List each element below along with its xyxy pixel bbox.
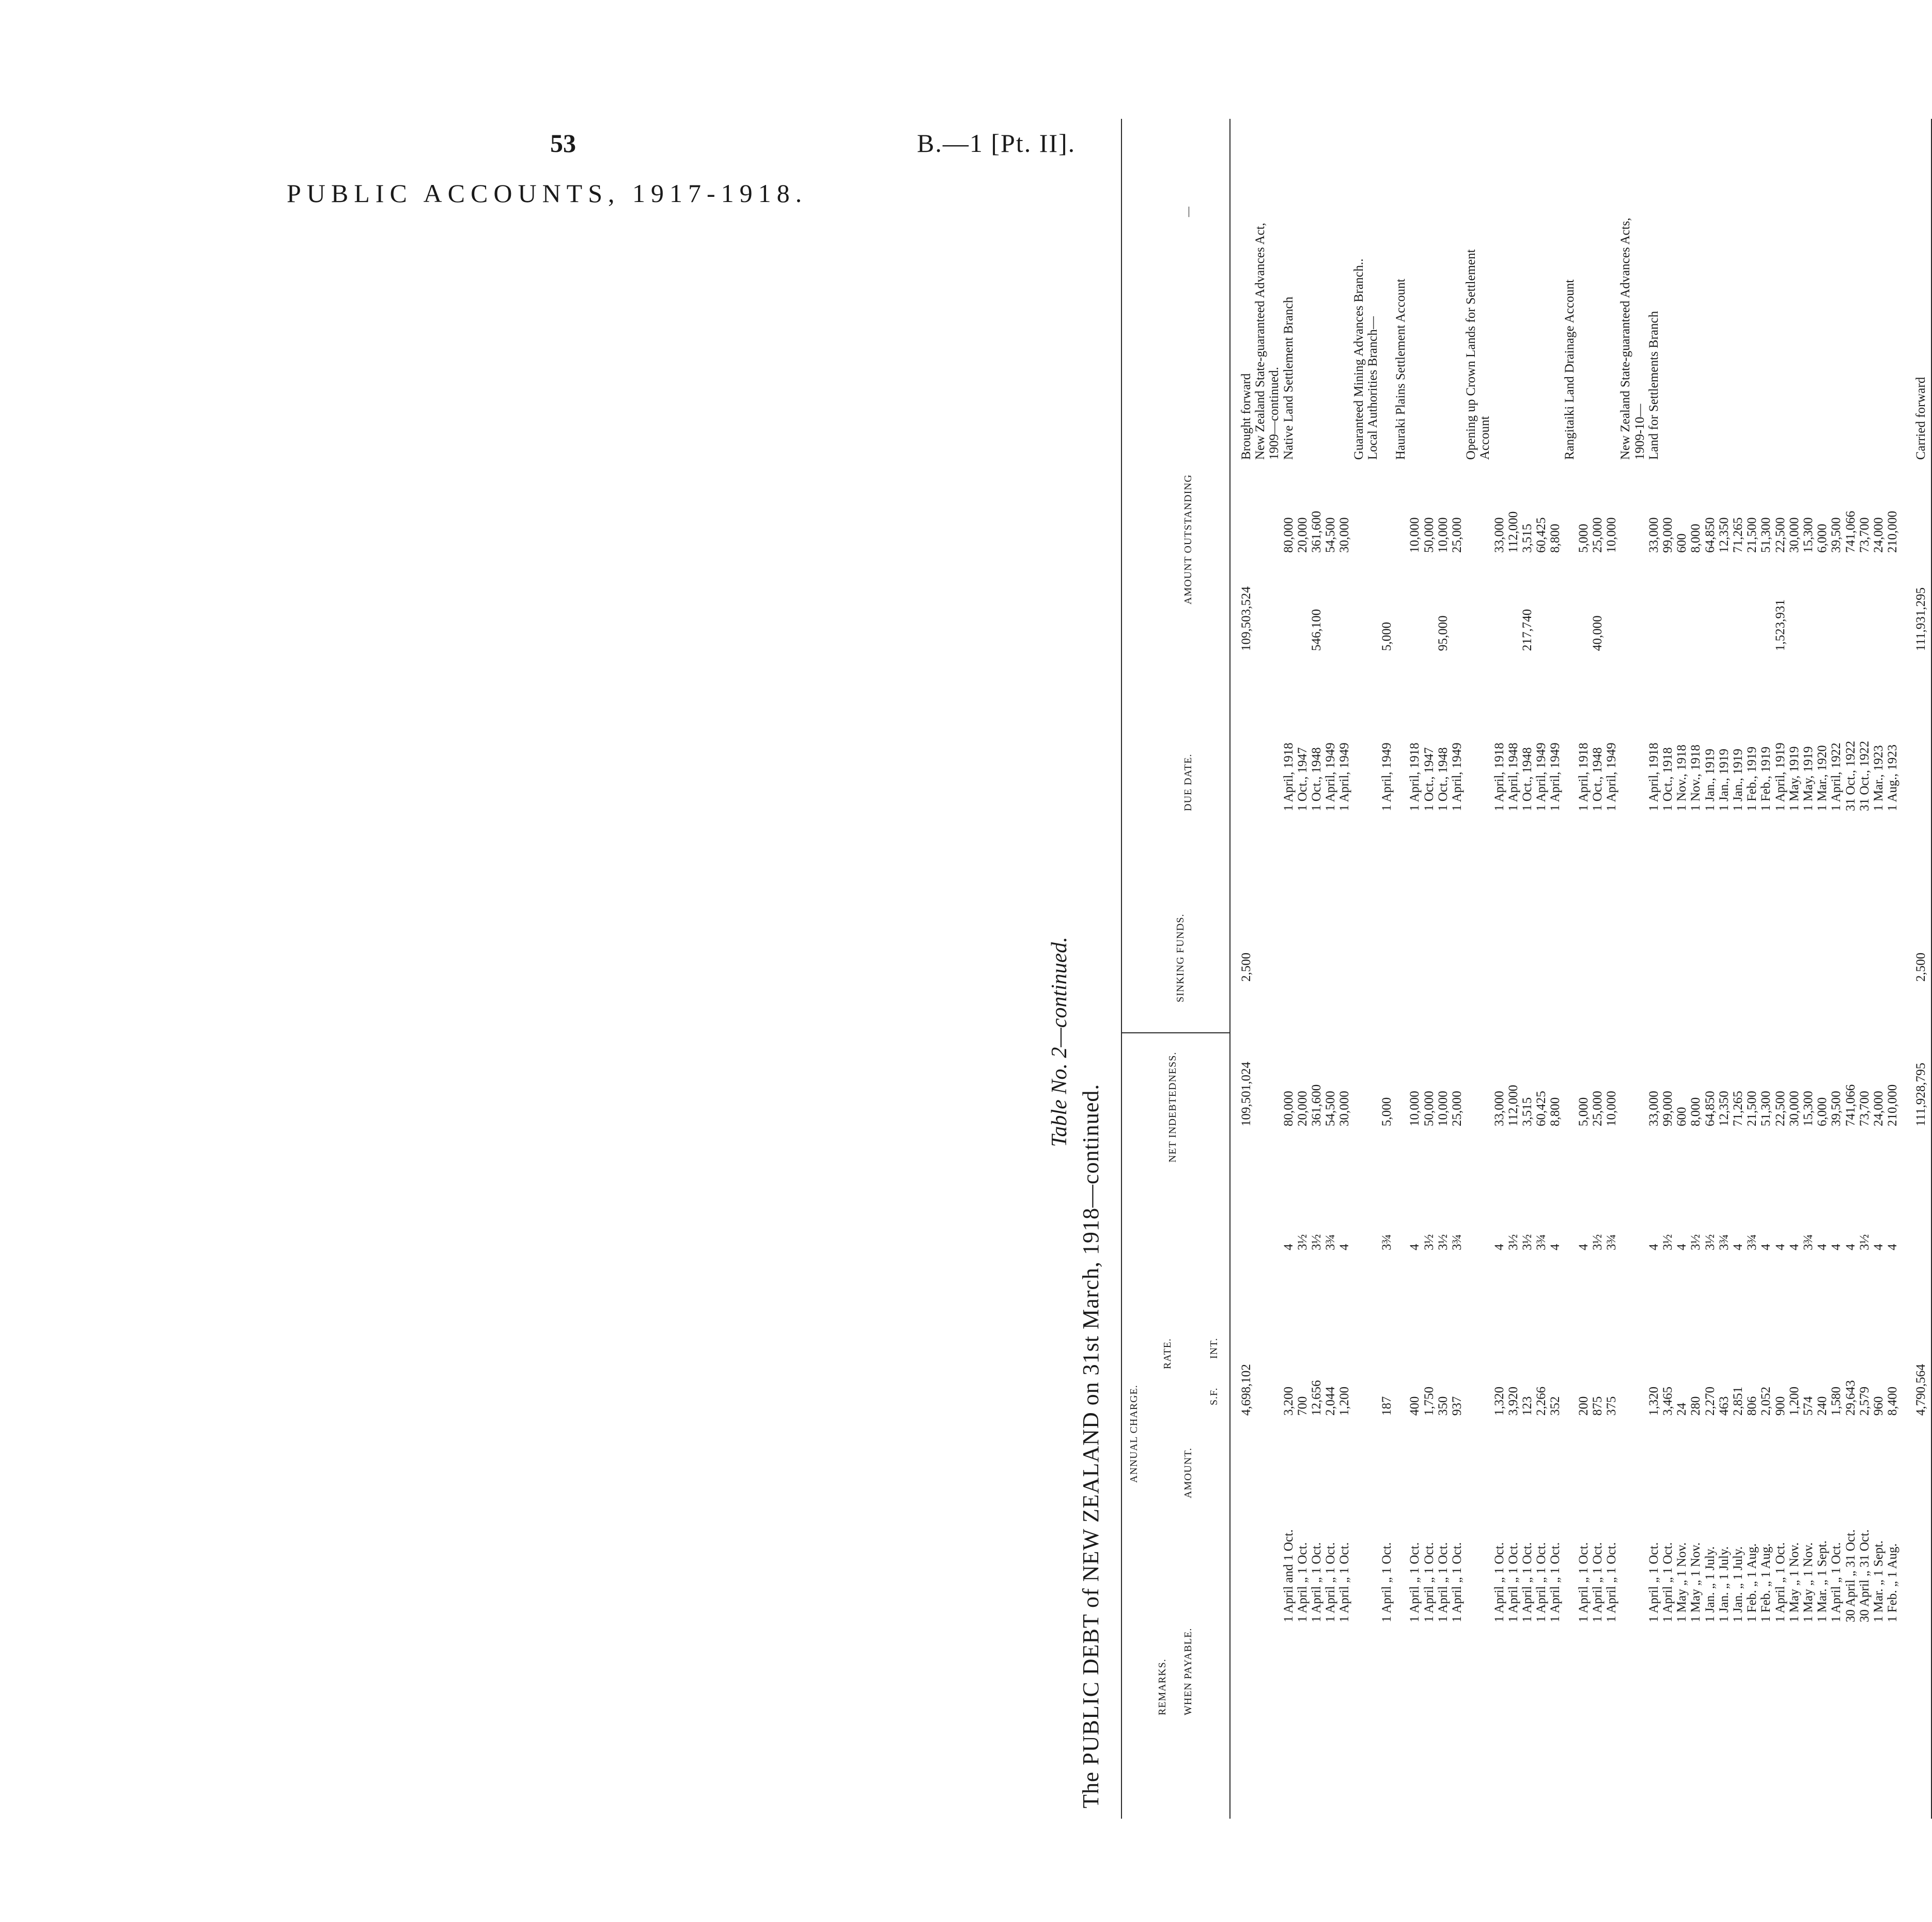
row-due-date: 1 Feb., 1919 bbox=[1745, 747, 1759, 811]
row-amount: 741,066 bbox=[1843, 510, 1858, 553]
carried-forward-sinking: 2,500 bbox=[1913, 952, 1928, 982]
row-amount: 12,350 bbox=[1717, 517, 1731, 553]
row-net: 64,850 bbox=[1703, 1091, 1717, 1126]
carried-forward-amount: 111,931,295 bbox=[1913, 587, 1928, 651]
row-charge: 937 bbox=[1450, 1396, 1464, 1416]
row-when-payable: 1 Jan. „ 1 July. bbox=[1731, 1546, 1745, 1622]
row-when-payable: 1 May „ 1 Nov. bbox=[1801, 1542, 1815, 1622]
section-label: New Zealand State-guaranteed Advances Acts, bbox=[1618, 218, 1633, 460]
row-rate: 3¾ bbox=[1604, 1234, 1619, 1250]
row-net: 741,066 bbox=[1843, 1084, 1858, 1126]
header-sf: S.F. bbox=[1208, 1387, 1220, 1405]
header-rate: RATE. bbox=[1162, 1338, 1173, 1369]
row-charge: 1,750 bbox=[1422, 1386, 1436, 1416]
section-total: 546,100 bbox=[1310, 609, 1323, 651]
row-when-payable: 1 Feb. „ 1 Aug. bbox=[1759, 1543, 1773, 1622]
row-when-payable: 1 April „ 1 Oct. bbox=[1450, 1542, 1464, 1622]
row-when-payable: 1 May „ 1 Nov. bbox=[1689, 1542, 1703, 1622]
row-rate: 3½ bbox=[1703, 1234, 1717, 1250]
row-charge: 1,200 bbox=[1787, 1386, 1801, 1416]
row-charge: 12,656 bbox=[1310, 1380, 1323, 1416]
row-charge: 2,052 bbox=[1759, 1386, 1773, 1416]
row-rate: 3¾ bbox=[1534, 1234, 1549, 1250]
row-due-date: 1 Oct., 1947 bbox=[1295, 747, 1310, 811]
row-rate: 4 bbox=[1548, 1244, 1563, 1250]
row-amount: 3,515 bbox=[1520, 523, 1534, 553]
row-due-date: 1 April, 1949 bbox=[1450, 742, 1464, 811]
header-when-payable: WHEN PAYABLE. bbox=[1182, 1628, 1194, 1715]
document-reference: B.—1 [Pt. II]. bbox=[917, 129, 1076, 158]
row-net: 22,500 bbox=[1773, 1091, 1787, 1126]
row-when-payable: 1 April „ 1 Oct. bbox=[1548, 1542, 1563, 1622]
brought-forward-amount: 109,503,524 bbox=[1239, 586, 1253, 651]
row-charge: 574 bbox=[1801, 1396, 1815, 1416]
row-amount: 33,000 bbox=[1492, 517, 1506, 553]
header-remarks: REMARKS. bbox=[1157, 1659, 1168, 1715]
row-due-date: 1 Oct., 1918 bbox=[1661, 747, 1675, 811]
row-charge: 2,579 bbox=[1857, 1386, 1872, 1416]
row-when-payable: 1 April „ 1 Oct. bbox=[1829, 1542, 1844, 1622]
row-rate: 4 bbox=[1872, 1244, 1886, 1250]
row-rate: 3¾ bbox=[1323, 1234, 1338, 1250]
header-rule bbox=[1229, 119, 1230, 1819]
row-rate: 3½ bbox=[1506, 1234, 1520, 1250]
row-charge: 375 bbox=[1604, 1396, 1619, 1416]
row-due-date: 1 Feb., 1919 bbox=[1759, 747, 1773, 811]
row-due-date: 1 April, 1949 bbox=[1323, 742, 1338, 811]
row-net: 54,500 bbox=[1323, 1091, 1338, 1126]
page-number: 53 bbox=[550, 129, 576, 158]
header-due-date: DUE DATE. bbox=[1182, 753, 1194, 811]
carried-forward-annual: 4,790,564 bbox=[1913, 1364, 1928, 1416]
row-net: 20,000 bbox=[1295, 1091, 1310, 1126]
section-label: Opening up Crown Lands for Settlement bbox=[1464, 249, 1478, 460]
section-label: 1909-10— bbox=[1632, 404, 1647, 460]
row-when-payable: 1 April and 1 Oct. bbox=[1281, 1529, 1296, 1622]
row-rate: 4 bbox=[1829, 1244, 1844, 1250]
row-when-payable: 1 April „ 1 Oct. bbox=[1380, 1542, 1394, 1622]
row-net: 33,000 bbox=[1646, 1091, 1661, 1126]
row-due-date: 1 Aug., 1923 bbox=[1886, 744, 1900, 811]
row-amount: 64,850 bbox=[1703, 517, 1717, 553]
header-amount-outstanding: AMOUNT OUTSTANDING bbox=[1182, 474, 1194, 605]
row-rate: 4 bbox=[1843, 1244, 1858, 1250]
row-amount: 20,000 bbox=[1295, 517, 1310, 553]
header-sinking-funds: SINKING FUNDS. bbox=[1175, 913, 1186, 1002]
row-amount: 21,500 bbox=[1745, 517, 1759, 553]
row-when-payable: 1 April „ 1 Oct. bbox=[1576, 1542, 1591, 1622]
row-amount: 10,000 bbox=[1408, 517, 1422, 553]
row-amount: 71,265 bbox=[1731, 517, 1745, 553]
row-rate: 3½ bbox=[1310, 1234, 1323, 1250]
row-amount: 60,425 bbox=[1534, 517, 1549, 553]
row-charge: 3,920 bbox=[1506, 1386, 1520, 1416]
row-when-payable: 1 April „ 1 Oct. bbox=[1591, 1542, 1604, 1622]
row-due-date: 1 April, 1949 bbox=[1534, 742, 1549, 811]
row-rate: 4 bbox=[1773, 1244, 1787, 1250]
row-amount: 24,000 bbox=[1872, 517, 1886, 553]
row-net: 50,000 bbox=[1422, 1091, 1436, 1126]
row-due-date: 1 April, 1922 bbox=[1829, 742, 1844, 811]
row-due-date: 1 April, 1918 bbox=[1281, 742, 1296, 811]
row-when-payable: 1 April „ 1 Oct. bbox=[1492, 1542, 1506, 1622]
row-net: 39,500 bbox=[1829, 1091, 1844, 1126]
row-net: 73,700 bbox=[1857, 1091, 1872, 1126]
carried-forward-net: 111,928,795 bbox=[1913, 1062, 1928, 1126]
row-net: 10,000 bbox=[1408, 1091, 1422, 1126]
row-charge: 280 bbox=[1689, 1396, 1703, 1416]
row-charge: 875 bbox=[1591, 1396, 1604, 1416]
row-rate: 4 bbox=[1492, 1244, 1506, 1250]
header-description: — bbox=[1182, 206, 1194, 217]
row-when-payable: 1 April „ 1 Oct. bbox=[1773, 1542, 1787, 1622]
row-charge: 8,400 bbox=[1886, 1386, 1900, 1416]
row-rate: 4 bbox=[1646, 1244, 1661, 1250]
row-amount: 22,500 bbox=[1773, 517, 1787, 553]
row-due-date: 1 Oct., 1947 bbox=[1422, 747, 1436, 811]
row-amount: 6,000 bbox=[1815, 523, 1830, 553]
row-net: 30,000 bbox=[1337, 1091, 1352, 1126]
row-due-date: 1 Nov., 1918 bbox=[1689, 745, 1703, 811]
row-charge: 1,320 bbox=[1646, 1386, 1661, 1416]
row-net: 5,000 bbox=[1576, 1097, 1591, 1126]
row-when-payable: 1 May „ 1 Nov. bbox=[1787, 1542, 1801, 1622]
row-rate: 4 bbox=[1787, 1244, 1801, 1250]
row-net: 25,000 bbox=[1450, 1091, 1464, 1126]
row-amount: 25,000 bbox=[1450, 517, 1464, 553]
row-net: 8,000 bbox=[1689, 1097, 1703, 1126]
row-charge: 1,200 bbox=[1337, 1386, 1352, 1416]
row-due-date: 1 Nov., 1918 bbox=[1675, 745, 1689, 811]
row-rate: 4 bbox=[1281, 1244, 1296, 1250]
row-charge: 806 bbox=[1745, 1396, 1759, 1416]
row-rate: 4 bbox=[1731, 1244, 1745, 1250]
row-when-payable: 1 April „ 1 Oct. bbox=[1604, 1542, 1619, 1622]
row-when-payable: 1 April „ 1 Oct. bbox=[1422, 1542, 1436, 1622]
row-due-date: 1 Oct., 1948 bbox=[1310, 747, 1323, 811]
section-label: Hauraki Plains Settlement Account bbox=[1394, 278, 1408, 460]
brought-forward-label: Brought forward bbox=[1239, 373, 1253, 460]
row-due-date: 1 April, 1918 bbox=[1646, 742, 1661, 811]
rotated-debt-table bbox=[1033, 114, 1932, 1819]
row-when-payable: 1 Jan. „ 1 July. bbox=[1703, 1546, 1717, 1622]
row-when-payable: 1 Mar. „ 1 Sept. bbox=[1872, 1540, 1886, 1622]
brought-forward-annual: 4,698,102 bbox=[1239, 1364, 1253, 1416]
row-when-payable: 1 Feb. „ 1 Aug. bbox=[1886, 1543, 1900, 1622]
row-when-payable: 1 April „ 1 Oct. bbox=[1408, 1542, 1422, 1622]
row-charge: 24 bbox=[1675, 1403, 1689, 1416]
row-net: 15,300 bbox=[1801, 1091, 1815, 1126]
row-charge: 2,266 bbox=[1534, 1386, 1549, 1416]
section-label: Account bbox=[1478, 416, 1492, 460]
section-sub-label: Native Land Settlement Branch bbox=[1281, 297, 1296, 460]
row-amount: 30,000 bbox=[1787, 517, 1801, 553]
row-net: 33,000 bbox=[1492, 1091, 1506, 1126]
row-amount: 10,000 bbox=[1436, 517, 1450, 553]
row-due-date: 1 Oct., 1948 bbox=[1520, 747, 1534, 811]
section-total: 40,000 bbox=[1591, 615, 1604, 651]
row-due-date: 1 Oct., 1948 bbox=[1591, 747, 1604, 811]
row-amount: 30,000 bbox=[1337, 517, 1352, 553]
row-amount: 25,000 bbox=[1591, 517, 1604, 553]
row-net: 21,500 bbox=[1745, 1091, 1759, 1126]
row-charge: 400 bbox=[1408, 1396, 1422, 1416]
col-rule-1 bbox=[1122, 1032, 1229, 1033]
row-charge: 1,580 bbox=[1829, 1386, 1844, 1416]
row-net: 60,425 bbox=[1534, 1091, 1549, 1126]
section-label: New Zealand State-guaranteed Advances Act, bbox=[1253, 223, 1268, 460]
row-due-date: 1 April, 1918 bbox=[1492, 742, 1506, 811]
row-when-payable: 1 April „ 1 Oct. bbox=[1506, 1542, 1520, 1622]
section-label: Guaranteed Mining Advances Branch.. bbox=[1351, 258, 1366, 460]
row-due-date: 1 April, 1949 bbox=[1337, 742, 1352, 811]
section-label: Local Authorities Branch— bbox=[1365, 316, 1380, 460]
carried-forward-label: Carried forward bbox=[1913, 377, 1928, 460]
row-net: 6,000 bbox=[1815, 1097, 1830, 1126]
row-net: 8,800 bbox=[1548, 1097, 1563, 1126]
row-charge: 240 bbox=[1815, 1396, 1830, 1416]
row-rate: 3¾ bbox=[1450, 1234, 1464, 1250]
row-net: 25,000 bbox=[1591, 1091, 1604, 1126]
row-when-payable: 1 April „ 1 Oct. bbox=[1534, 1542, 1549, 1622]
row-amount: 51,300 bbox=[1759, 517, 1773, 553]
row-charge: 2,851 bbox=[1731, 1386, 1745, 1416]
row-amount: 39,500 bbox=[1829, 517, 1844, 553]
row-charge: 3,200 bbox=[1281, 1386, 1296, 1416]
row-when-payable: 1 April „ 1 Oct. bbox=[1646, 1542, 1661, 1622]
row-due-date: 1 Jan., 1919 bbox=[1731, 749, 1745, 811]
row-rate: 4 bbox=[1408, 1244, 1422, 1250]
row-when-payable: 1 Jan. „ 1 July. bbox=[1717, 1546, 1731, 1622]
section-total: 217,740 bbox=[1520, 609, 1534, 651]
section-total: 1,523,931 bbox=[1773, 599, 1787, 651]
row-amount: 54,500 bbox=[1323, 517, 1338, 553]
row-due-date: 1 May, 1919 bbox=[1787, 746, 1801, 811]
row-due-date: 1 April, 1949 bbox=[1548, 742, 1563, 811]
row-charge: 463 bbox=[1717, 1396, 1731, 1416]
row-amount: 15,300 bbox=[1801, 517, 1815, 553]
row-rate: 4 bbox=[1576, 1244, 1591, 1250]
row-rate: 3½ bbox=[1689, 1234, 1703, 1250]
row-rate: 3½ bbox=[1436, 1234, 1450, 1250]
row-charge: 187 bbox=[1380, 1396, 1394, 1416]
row-net: 10,000 bbox=[1604, 1091, 1619, 1126]
row-charge: 3,465 bbox=[1661, 1386, 1675, 1416]
row-net: 30,000 bbox=[1787, 1091, 1801, 1126]
row-net: 71,265 bbox=[1731, 1091, 1745, 1126]
section-total: 5,000 bbox=[1380, 622, 1394, 651]
running-title: PUBLIC ACCOUNTS, 1917-1918. bbox=[287, 179, 808, 208]
row-when-payable: 1 April „ 1 Oct. bbox=[1520, 1542, 1534, 1622]
row-due-date: 1 Jan., 1919 bbox=[1717, 749, 1731, 811]
row-amount: 33,000 bbox=[1646, 517, 1661, 553]
row-charge: 2,270 bbox=[1703, 1386, 1717, 1416]
row-when-payable: 1 Mar. „ 1 Sept. bbox=[1815, 1540, 1830, 1622]
row-amount: 73,700 bbox=[1857, 517, 1872, 553]
row-rate: 3¾ bbox=[1380, 1234, 1394, 1250]
row-rate: 4 bbox=[1337, 1244, 1352, 1250]
section-sub-label: Land for Settlements Branch bbox=[1646, 311, 1661, 460]
row-due-date: 1 April, 1919 bbox=[1773, 742, 1787, 811]
row-net: 99,000 bbox=[1661, 1091, 1675, 1126]
row-due-date: 1 April, 1918 bbox=[1408, 742, 1422, 811]
row-net: 24,000 bbox=[1872, 1091, 1886, 1126]
row-amount: 80,000 bbox=[1281, 517, 1296, 553]
row-net: 12,350 bbox=[1717, 1091, 1731, 1126]
row-net: 361,600 bbox=[1310, 1084, 1323, 1126]
row-charge: 960 bbox=[1872, 1396, 1886, 1416]
row-due-date: 1 Oct., 1948 bbox=[1436, 747, 1450, 811]
row-when-payable: 1 April „ 1 Oct. bbox=[1323, 1542, 1338, 1622]
row-rate: 3½ bbox=[1661, 1234, 1675, 1250]
row-amount: 361,600 bbox=[1310, 510, 1323, 553]
header-int: INT. bbox=[1208, 1338, 1220, 1359]
row-rate: 4 bbox=[1815, 1244, 1830, 1250]
row-due-date: 1 Jan., 1919 bbox=[1703, 749, 1717, 811]
row-net: 600 bbox=[1675, 1107, 1689, 1126]
row-charge: 2,044 bbox=[1323, 1386, 1338, 1416]
row-amount: 600 bbox=[1675, 533, 1689, 553]
row-when-payable: 1 April „ 1 Oct. bbox=[1436, 1542, 1450, 1622]
table-title: The PUBLIC DEBT of NEW ZEALAND on 31st March, 1918—continued. bbox=[1078, 1083, 1103, 1808]
row-due-date: 1 April, 1949 bbox=[1380, 742, 1394, 811]
row-due-date: 1 Mar., 1920 bbox=[1815, 745, 1830, 811]
row-charge: 29,643 bbox=[1843, 1380, 1858, 1416]
section-total: 95,000 bbox=[1436, 615, 1450, 651]
row-amount: 10,000 bbox=[1604, 517, 1619, 553]
row-amount: 112,000 bbox=[1506, 511, 1520, 553]
row-net: 10,000 bbox=[1436, 1091, 1450, 1126]
row-charge: 123 bbox=[1520, 1396, 1534, 1416]
row-rate: 3½ bbox=[1857, 1234, 1872, 1250]
row-charge: 1,320 bbox=[1492, 1386, 1506, 1416]
row-rate: 3¾ bbox=[1745, 1234, 1759, 1250]
row-charge: 900 bbox=[1773, 1396, 1787, 1416]
header-annual-charge: ANNUAL CHARGE. bbox=[1128, 1385, 1140, 1483]
row-net: 5,000 bbox=[1380, 1097, 1394, 1126]
row-amount: 210,000 bbox=[1886, 510, 1900, 553]
row-net: 3,515 bbox=[1520, 1097, 1534, 1126]
row-amount: 8,000 bbox=[1689, 523, 1703, 553]
row-due-date: 1 April, 1949 bbox=[1604, 742, 1619, 811]
table-caption bbox=[1049, 937, 1070, 1147]
row-when-payable: 1 May „ 1 Nov. bbox=[1675, 1542, 1689, 1622]
row-when-payable: 1 April „ 1 Oct. bbox=[1295, 1542, 1310, 1622]
row-rate: 4 bbox=[1675, 1244, 1689, 1250]
row-net: 210,000 bbox=[1886, 1084, 1900, 1126]
row-when-payable: 1 April „ 1 Oct. bbox=[1661, 1542, 1675, 1622]
brought-forward-net: 109,501,024 bbox=[1239, 1062, 1253, 1126]
row-charge: 352 bbox=[1548, 1396, 1563, 1416]
row-amount: 99,000 bbox=[1661, 517, 1675, 553]
row-when-payable: 1 April „ 1 Oct. bbox=[1337, 1542, 1352, 1622]
row-rate: 4 bbox=[1759, 1244, 1773, 1250]
row-rate: 3½ bbox=[1520, 1234, 1534, 1250]
row-when-payable: 1 April „ 1 Oct. bbox=[1310, 1542, 1323, 1622]
row-due-date: 1 April, 1948 bbox=[1506, 742, 1520, 811]
row-net: 80,000 bbox=[1281, 1091, 1296, 1126]
row-when-payable: 30 April „ 31 Oct. bbox=[1857, 1529, 1872, 1622]
row-amount: 50,000 bbox=[1422, 517, 1436, 553]
row-when-payable: 1 Feb. „ 1 Aug. bbox=[1745, 1543, 1759, 1622]
row-rate: 4 bbox=[1886, 1244, 1900, 1250]
row-due-date: 31 Oct., 1922 bbox=[1843, 740, 1858, 811]
row-due-date: 1 May, 1919 bbox=[1801, 746, 1815, 811]
row-amount: 8,800 bbox=[1548, 523, 1563, 553]
row-rate: 3½ bbox=[1591, 1234, 1604, 1250]
row-due-date: 1 April, 1918 bbox=[1576, 742, 1591, 811]
row-amount: 5,000 bbox=[1576, 523, 1591, 553]
brought-forward-sinking: 2,500 bbox=[1239, 952, 1253, 982]
frame-top bbox=[1121, 119, 1122, 1819]
row-rate: 3½ bbox=[1295, 1234, 1310, 1250]
row-rate: 3¾ bbox=[1717, 1234, 1731, 1250]
header-net-indebtedness: NET INDEBTEDNESS. bbox=[1167, 1051, 1178, 1163]
section-label: Rangitaiki Land Drainage Account bbox=[1562, 279, 1577, 460]
row-charge: 700 bbox=[1295, 1396, 1310, 1416]
row-charge: 200 bbox=[1576, 1396, 1591, 1416]
row-due-date: 31 Oct., 1922 bbox=[1857, 740, 1872, 811]
row-due-date: 1 Mar., 1923 bbox=[1872, 745, 1886, 811]
caption-text: Table No. 2—continued. bbox=[1048, 937, 1071, 1147]
row-when-payable: 30 April „ 31 Oct. bbox=[1843, 1529, 1858, 1622]
row-charge: 350 bbox=[1436, 1396, 1450, 1416]
header-amount: AMOUNT. bbox=[1182, 1447, 1194, 1498]
row-rate: 3¾ bbox=[1801, 1234, 1815, 1250]
row-net: 51,300 bbox=[1759, 1091, 1773, 1126]
section-label: 1909—continued. bbox=[1267, 367, 1282, 460]
row-rate: 3½ bbox=[1422, 1234, 1436, 1250]
row-net: 112,000 bbox=[1506, 1084, 1520, 1126]
